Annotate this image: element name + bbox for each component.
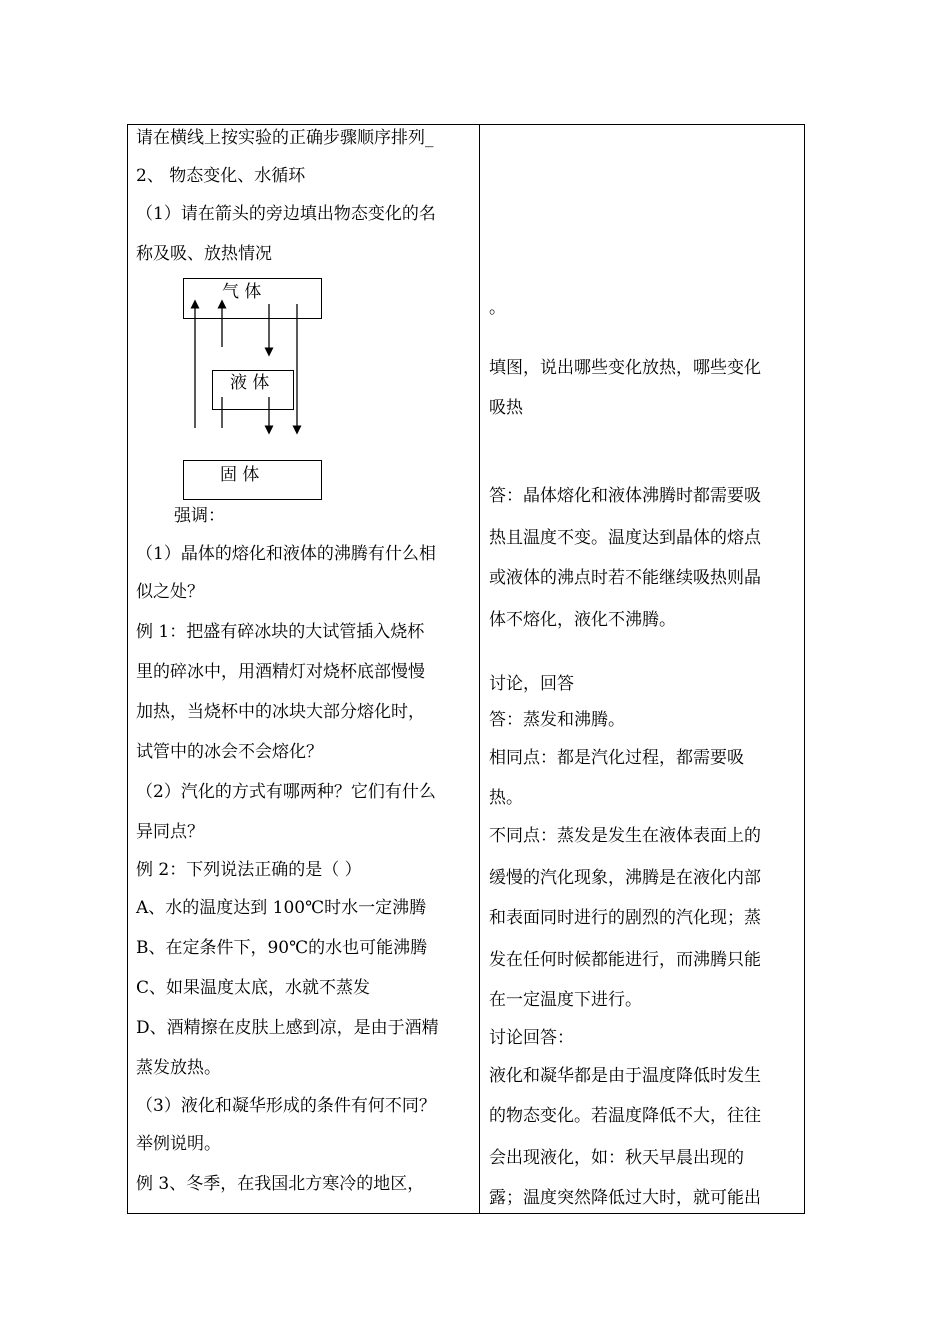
left-line-2: 2、 物态变化、水循环 <box>136 166 306 186</box>
left-line-16: B、在定条件下，90℃的水也可能沸腾 <box>136 938 428 958</box>
left-line-6: （1）晶体的熔化和液体的沸腾有什么相 <box>136 544 436 564</box>
left-line-12: （2）汽化的方式有哪两种？它们有什么 <box>136 782 436 802</box>
left-line-14: 例 2：下列说法正确的是（ ） <box>136 860 362 880</box>
right-line-20: 会出现液化，如：秋天早晨出现的 <box>489 1148 744 1168</box>
left-line-19: 蒸发放热。 <box>136 1058 221 1078</box>
left-line-4: 称及吸、放热情况 <box>136 244 272 264</box>
left-line-18: D、酒精擦在皮肤上感到凉，是由于酒精 <box>136 1018 439 1038</box>
right-line-3: 吸热 <box>489 398 523 418</box>
left-line-17: C、如果温度太底，水就不蒸发 <box>136 978 371 998</box>
right-line-8: 讨论，回答 <box>489 674 574 694</box>
right-line-18: 液化和凝华都是由于温度降低时发生 <box>489 1066 761 1086</box>
left-line-7: 似之处？ <box>136 582 204 602</box>
right-line-7: 体不熔化，液化不沸腾。 <box>489 610 676 630</box>
left-line-13: 异同点？ <box>136 822 204 842</box>
left-line-15: A、水的温度达到 100℃时水一定沸腾 <box>136 898 427 918</box>
left-line-9: 里的碎冰中，用酒精灯对烧杯底部慢慢 <box>136 662 425 682</box>
right-line-6: 或液体的沸点时若不能继续吸热则晶 <box>489 568 761 588</box>
right-line-19: 的物态变化。若温度降低不大，往往 <box>489 1106 761 1126</box>
right-line-15: 发在任何时候都能进行，而沸腾只能 <box>489 950 761 970</box>
right-line-16: 在一定温度下进行。 <box>489 990 642 1010</box>
left-line-8: 例 1：把盛有碎冰块的大试管插入烧杯 <box>136 622 425 642</box>
left-line-5: 强调： <box>174 506 225 526</box>
left-line-3: （1）请在箭头的旁边填出物态变化的名 <box>136 204 436 224</box>
right-line-2: 填图，说出哪些变化放热，哪些变化 <box>489 358 761 378</box>
left-line-22: 例 3、冬季，在我国北方寒冷的地区， <box>136 1174 425 1194</box>
right-line-9: 答：蒸发和沸腾。 <box>489 710 625 730</box>
right-line-10: 相同点：都是汽化过程，都需要吸 <box>489 748 744 768</box>
right-line-14: 和表面同时进行的剧烈的汽化现；蒸 <box>489 908 761 928</box>
right-line-1: 。 <box>489 298 506 318</box>
right-line-21: 露；温度突然降低过大时，就可能出 <box>489 1188 761 1208</box>
right-line-13: 缓慢的汽化现象，沸腾是在液化内部 <box>489 868 761 888</box>
left-line-21: 举例说明。 <box>136 1134 221 1154</box>
right-line-11: 热。 <box>489 788 523 808</box>
liquid-label: 液 体 <box>230 373 270 393</box>
right-line-17: 讨论回答： <box>489 1028 574 1048</box>
left-line-11: 试管中的冰会不会熔化？ <box>136 742 323 762</box>
right-line-5: 热且温度不变。温度达到晶体的熔点 <box>489 528 761 548</box>
right-line-4: 答：晶体熔化和液体沸腾时都需要吸 <box>489 486 761 506</box>
left-line-10: 加热，当烧杯中的冰块大部分熔化时， <box>136 702 425 722</box>
solid-label: 固 体 <box>220 465 260 485</box>
right-line-12: 不同点：蒸发是发生在液体表面上的 <box>489 826 761 846</box>
gas-label: 气 体 <box>222 282 262 302</box>
left-line-1: 请在横线上按实验的正确步骤顺序排列_ <box>136 128 434 148</box>
left-line-20: （3）液化和凝华形成的条件有何不同？ <box>136 1096 436 1116</box>
